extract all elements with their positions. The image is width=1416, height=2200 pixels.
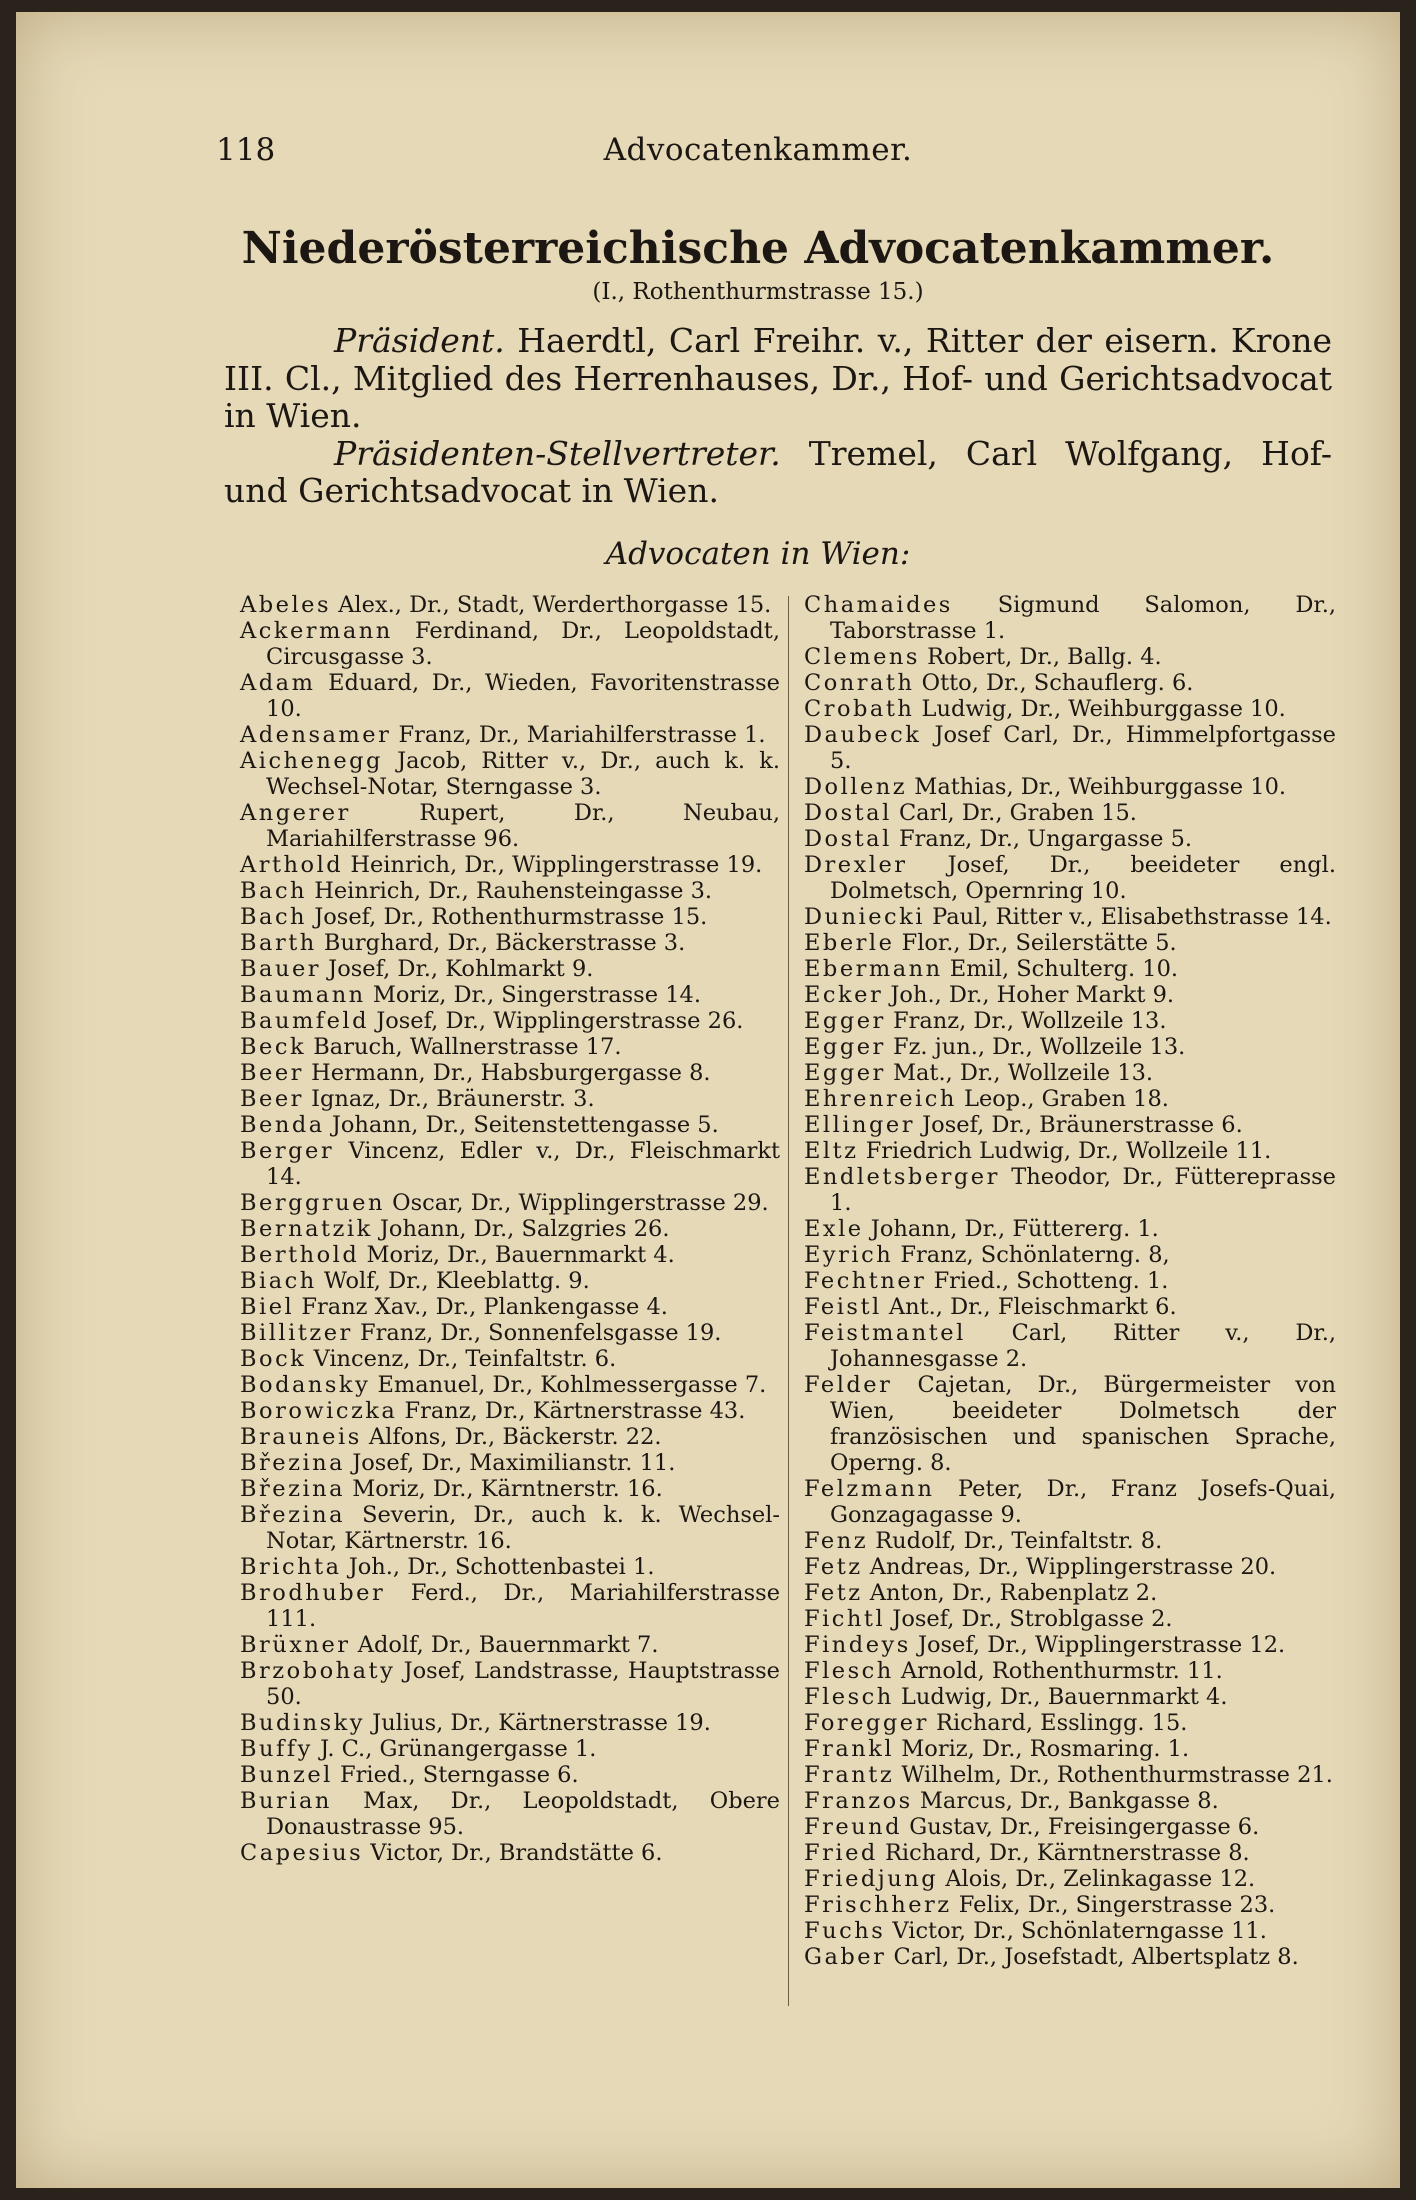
entry-surname: Aichenegg: [240, 748, 383, 774]
entry-details: Richard, Dr., Kärntnerstrasse 8.: [884, 1840, 1250, 1866]
entry-details: Arnold, Rothenthurmstr. 11.: [900, 1658, 1223, 1684]
entry-details: Max, Dr., Leopoldstadt, Obere Donaustrasse 95.: [266, 1788, 780, 1840]
directory-entry: [240, 722, 780, 748]
entry-details: Moriz, Dr., Kärntnerstr. 16.: [352, 1476, 663, 1502]
entry-details: Josef, Dr., Rothenthurmstrasse 15.: [314, 904, 708, 930]
directory-entry: [240, 1736, 780, 1762]
entry-details: Mat., Dr., Wollzeile 13.: [892, 1060, 1154, 1086]
entry-surname: Chamaides: [804, 592, 953, 618]
directory-entry: [804, 1086, 1336, 1112]
entry-details: Johann, Dr., Seitenstettengasse 5.: [331, 1112, 719, 1138]
directory-entry: [804, 1918, 1336, 1944]
entry-surname: Findeys: [804, 1632, 911, 1658]
entry-details: Alfons, Dr., Bäckerstr. 22.: [368, 1424, 662, 1450]
directory-entry: [804, 696, 1336, 722]
directory-entry: [804, 1034, 1336, 1060]
entry-details: Franz, Dr., Kärtnerstrasse 43.: [404, 1398, 746, 1424]
entry-details: Baruch, Wallnerstrasse 17.: [313, 1034, 622, 1060]
entry-surname: Dollenz: [804, 774, 908, 800]
entry-details: Franz, Schönlaterng. 8,: [900, 1242, 1170, 1268]
directory-entry: [804, 1866, 1336, 1892]
entry-details: Jacob, Ritter v., Dr., auch k. k. Wechsel-Notar, Sterngasse 3.: [266, 748, 780, 800]
entry-details: Franz, Dr., Wollzeile 13.: [892, 1008, 1167, 1034]
directory-entry: [240, 904, 780, 930]
entry-surname: Felder: [804, 1372, 893, 1398]
directory-entry: [804, 956, 1336, 982]
directory-entry: [240, 1632, 780, 1658]
entry-details: Wolf, Dr., Kleeblattg. 9.: [323, 1268, 590, 1294]
entry-surname: Bernatzik: [240, 1216, 373, 1242]
entry-surname: Brzobohaty: [240, 1658, 396, 1684]
entry-details: Friedrich Ludwig, Dr., Wollzeile 11.: [865, 1138, 1272, 1164]
entry-surname: Ecker: [804, 982, 884, 1008]
entry-surname: Fichtl: [804, 1606, 886, 1632]
entry-surname: Endletsberger: [804, 1164, 1000, 1190]
directory-entry: [240, 1112, 780, 1138]
entry-surname: Bach: [240, 878, 308, 904]
directory-entry: [804, 982, 1336, 1008]
directory-entry: [240, 1060, 780, 1086]
entry-details: Ferd., Dr., Mariahilferstrasse 111.: [266, 1580, 781, 1632]
directory-entry: [804, 1112, 1336, 1138]
directory-entry: [804, 1242, 1336, 1268]
entry-details: Johann, Dr., Salzgries 26.: [379, 1216, 670, 1242]
entry-surname: Burian: [240, 1788, 332, 1814]
entry-surname: Brauneis: [240, 1424, 362, 1450]
entry-surname: Abeles: [240, 592, 332, 618]
entry-surname: Březina: [240, 1450, 346, 1476]
entry-details: Carl, Ritter v., Dr., Johannesgasse 2.: [830, 1320, 1336, 1372]
entry-surname: Budinsky: [240, 1710, 366, 1736]
directory-entry: [804, 644, 1336, 670]
directory-entry: [804, 1892, 1336, 1918]
directory-entry: [240, 800, 780, 852]
entry-surname: Clemens: [804, 644, 920, 670]
running-head: Advocatenkammer.: [603, 132, 913, 168]
entry-details: Flor., Dr., Seilerstätte 5.: [901, 930, 1177, 956]
directory-entry: [240, 1294, 780, 1320]
directory-entry: [240, 618, 780, 670]
entry-details: Fz. jun., Dr., Wollzeile 13.: [892, 1034, 1186, 1060]
entry-surname: Brüxner: [240, 1632, 351, 1658]
directory-entry: [240, 878, 780, 904]
directory-entry: [804, 1944, 1336, 1970]
entry-details: Ludwig, Dr., Weihburggasse 10.: [921, 696, 1286, 722]
entry-details: Otto, Dr., Schauflerg. 6.: [921, 670, 1194, 696]
directory-entry: [240, 956, 780, 982]
entry-details: Hermann, Dr., Habsburgergasse 8.: [311, 1060, 711, 1086]
entry-details: Josef, Dr., Wipplingerstrasse 26.: [376, 1008, 744, 1034]
vice-president-text: Tremel, Carl Wolfgang, Hof- und Gerichtsadvocat in Wien.: [224, 433, 1332, 510]
entry-details: Moriz, Dr., Bauernmarkt 4.: [366, 1242, 675, 1268]
directory-entry: [240, 1086, 780, 1112]
entry-details: Josef, Dr., Kohlmarkt 9.: [328, 956, 594, 982]
entry-surname: Baumann: [240, 982, 366, 1008]
entry-details: Vincenz, Dr., Teinfaltstr. 6.: [313, 1346, 617, 1372]
entry-surname: Franzos: [804, 1788, 913, 1814]
entry-surname: Egger: [804, 1034, 886, 1060]
directory-entry: [804, 1320, 1336, 1372]
directory-entry: [804, 1008, 1336, 1034]
directory-entry: [240, 1216, 780, 1242]
entry-surname: Beer: [240, 1060, 304, 1086]
entry-details: Rudolf, Dr., Teinfaltstr. 8.: [875, 1528, 1163, 1554]
entry-surname: Berthold: [240, 1242, 360, 1268]
directory-entry: [240, 1346, 780, 1372]
entry-details: Heinrich, Dr., Rauhensteingasse 3.: [314, 878, 713, 904]
directory-entry: [804, 1814, 1336, 1840]
officers-block: [224, 322, 1332, 510]
entry-surname: Dostal: [804, 826, 892, 852]
directory-entry: [804, 1138, 1336, 1164]
directory-entry: [804, 1788, 1336, 1814]
directory-entry: [804, 1372, 1336, 1476]
directory-entry: [804, 1606, 1336, 1632]
directory-entry: [240, 1710, 780, 1736]
entry-surname: Brichta: [240, 1554, 342, 1580]
directory-entry: [240, 1372, 780, 1398]
entry-surname: Baumfeld: [240, 1008, 370, 1034]
entry-details: Josef Carl, Dr., Himmelpfortgasse 5.: [830, 722, 1336, 774]
directory-entry: [240, 1424, 780, 1450]
entry-surname: Freund: [804, 1814, 903, 1840]
directory-entry: [240, 1762, 780, 1788]
directory-entry: [240, 1034, 780, 1060]
directory-entry: [240, 1450, 780, 1476]
directory-entry: [804, 1658, 1336, 1684]
entry-details: Victor, Dr., Schönlaterngasse 11.: [892, 1918, 1267, 1944]
entry-details: Cajetan, Dr., Bürgermeister von Wien, beeideter Dolmetsch der französischen und spanischen Sprache, Operng. 8.: [830, 1372, 1336, 1476]
entry-surname: Frantz: [804, 1762, 895, 1788]
entry-surname: Gaber: [804, 1944, 887, 1970]
entry-surname: Crobath: [804, 696, 915, 722]
entry-surname: Berger: [240, 1138, 335, 1164]
entry-details: Emil, Schulterg. 10.: [949, 956, 1179, 982]
directory-entry: [804, 1268, 1336, 1294]
entry-surname: Benda: [240, 1112, 325, 1138]
entry-surname: Eberle: [804, 930, 895, 956]
entry-details: Felix, Dr., Singerstrasse 23.: [958, 1892, 1276, 1918]
entry-details: Sigmund Salomon, Dr., Taborstrasse 1.: [830, 592, 1336, 644]
entry-surname: Adam: [240, 670, 316, 696]
entry-details: Gustav, Dr., Freisingergasse 6.: [909, 1814, 1260, 1840]
entry-details: Franz, Dr., Sonnenfelsgasse 19.: [359, 1320, 722, 1346]
entry-details: J. C., Grünangergasse 1.: [320, 1736, 597, 1762]
entry-details: Richard, Esslingg. 15.: [936, 1710, 1188, 1736]
entry-details: Alex., Dr., Stadt, Werderthorgasse 15.: [338, 592, 772, 618]
directory-entry: [804, 592, 1336, 644]
directory-entry: [240, 1554, 780, 1580]
directory-entry: [804, 904, 1336, 930]
entry-surname: Fetz: [804, 1580, 863, 1606]
entry-surname: Buffy: [240, 1736, 313, 1762]
entry-surname: Conrath: [804, 670, 915, 696]
page-title: Niederösterreichische Advocatenkammer.: [241, 223, 1275, 274]
directory-entry: [240, 1502, 780, 1554]
book-page: [16, 12, 1400, 2188]
entry-surname: Friedjung: [804, 1866, 939, 1892]
entry-surname: Březina: [240, 1476, 346, 1502]
entry-details: Peter, Dr., Franz Josefs-Quai, Gonzagagasse 9.: [830, 1476, 1336, 1528]
entry-surname: Ehrenreich: [804, 1086, 957, 1112]
directory-entry: [240, 1242, 780, 1268]
directory-entry: [804, 1476, 1336, 1528]
entry-details: Robert, Dr., Ballg. 4.: [927, 644, 1162, 670]
entry-details: Franz, Dr., Ungargasse 5.: [898, 826, 1193, 852]
directory-entry: [240, 592, 780, 618]
directory-entry: [804, 670, 1336, 696]
entry-surname: Billitzer: [240, 1320, 353, 1346]
entry-surname: Daubeck: [804, 722, 922, 748]
entry-details: Vincenz, Edler v., Dr., Fleischmarkt 14.: [266, 1138, 780, 1190]
directory-entry: [240, 1138, 780, 1190]
entry-surname: Frischherz: [804, 1892, 952, 1918]
entry-surname: Ackermann: [240, 618, 393, 644]
entry-details: Victor, Dr., Brandstätte 6.: [370, 1840, 663, 1866]
entry-surname: Bach: [240, 904, 308, 930]
entry-details: Fried., Sterngasse 6.: [340, 1762, 579, 1788]
entry-surname: Beer: [240, 1086, 304, 1112]
directory-entry: [240, 930, 780, 956]
entry-details: Alois, Dr., Zelinkagasse 12.: [945, 1866, 1256, 1892]
directory-entry: [804, 774, 1336, 800]
entry-details: Ludwig, Dr., Bauernmarkt 4.: [900, 1684, 1228, 1710]
entry-surname: Flesch: [804, 1684, 894, 1710]
entry-surname: Bock: [240, 1346, 307, 1372]
directory-entry: [240, 1268, 780, 1294]
directory-entry: [804, 1762, 1336, 1788]
directory-right-column: [804, 592, 1336, 1970]
entry-details: Mathias, Dr., Weihburggasse 10.: [914, 774, 1287, 800]
entry-surname: Borowiczka: [240, 1398, 398, 1424]
entry-surname: Brodhuber: [240, 1580, 386, 1606]
directory-entry: [804, 1294, 1336, 1320]
entry-details: Joh., Dr., Schottenbastei 1.: [348, 1554, 655, 1580]
directory-entry: [240, 1008, 780, 1034]
directory-entry: [240, 1398, 780, 1424]
entry-surname: Bauer: [240, 956, 322, 982]
entry-surname: Adensamer: [240, 722, 392, 748]
entry-details: Josef, Dr., Wipplingerstrasse 12.: [917, 1632, 1286, 1658]
directory-left-column: [240, 592, 780, 1866]
directory-entry: [240, 982, 780, 1008]
president-entry: [224, 322, 1332, 435]
entry-surname: Capesius: [240, 1840, 364, 1866]
entry-details: Ferdinand, Dr., Leopoldstadt, Circusgasse 3.: [266, 618, 781, 670]
entry-surname: Dostal: [804, 800, 892, 826]
entry-details: Oscar, Dr., Wipplingerstrasse 29.: [392, 1190, 769, 1216]
entry-details: Emanuel, Dr., Kohlmessergasse 7.: [377, 1372, 767, 1398]
directory-entry: [804, 826, 1336, 852]
directory-entry: [804, 1216, 1336, 1242]
entry-surname: Fetz: [804, 1554, 863, 1580]
entry-details: Ant., Dr., Fleischmarkt 6.: [888, 1294, 1177, 1320]
entry-surname: Fenz: [804, 1528, 869, 1554]
vice-president-role: Präsidenten-Stellvertreter.: [334, 433, 781, 473]
entry-surname: Bodansky: [240, 1372, 371, 1398]
entry-details: Julius, Dr., Kärtnerstrasse 19.: [372, 1710, 711, 1736]
directory-entry: [804, 1164, 1336, 1216]
entry-surname: Duniecki: [804, 904, 925, 930]
entry-surname: Angerer: [240, 800, 351, 826]
directory-entry: [240, 670, 780, 722]
president-role: Präsident.: [334, 321, 505, 360]
directory-entry: [804, 930, 1336, 956]
directory-entry: [240, 852, 780, 878]
directory-entry: [804, 1710, 1336, 1736]
entry-details: Wilhelm, Dr., Rothenthurmstrasse 21.: [901, 1762, 1333, 1788]
entry-surname: Březina: [240, 1502, 346, 1528]
directory-entry: [240, 1476, 780, 1502]
directory-entry: [240, 1320, 780, 1346]
directory-entry: [240, 1788, 780, 1840]
entry-surname: Fechtner: [804, 1268, 927, 1294]
entry-details: Marcus, Dr., Bankgasse 8.: [919, 1788, 1219, 1814]
directory-entry: [804, 800, 1336, 826]
entry-details: Franz, Dr., Mariahilferstrasse 1.: [398, 722, 766, 748]
entry-surname: Fried: [804, 1840, 878, 1866]
entry-surname: Eltz: [804, 1138, 859, 1164]
address-subtitle: (I., Rothenthurmstrasse 15.): [592, 279, 924, 305]
directory-entry: [804, 1632, 1336, 1658]
directory-entry: [804, 722, 1336, 774]
directory-entry: [804, 1736, 1336, 1762]
entry-details: Josef, Landstrasse, Hauptstrasse 50.: [266, 1658, 780, 1710]
entry-surname: Biach: [240, 1268, 317, 1294]
vice-president-entry: [224, 435, 1332, 510]
entry-surname: Felzmann: [804, 1476, 935, 1502]
entry-surname: Ebermann: [804, 956, 943, 982]
entry-details: Adolf, Dr., Bauernmarkt 7.: [357, 1632, 659, 1658]
entry-details: Franz Xav., Dr., Plankengasse 4.: [301, 1294, 668, 1320]
entry-surname: Fuchs: [804, 1918, 886, 1944]
entry-surname: Flesch: [804, 1658, 894, 1684]
entry-details: Ignaz, Dr., Bräunerstr. 3.: [311, 1086, 595, 1112]
entry-surname: Exle: [804, 1216, 864, 1242]
entry-surname: Berggruen: [240, 1190, 385, 1216]
entry-details: Andreas, Dr., Wipplingerstrasse 20.: [869, 1554, 1277, 1580]
entry-details: Josef, Dr., Stroblgasse 2.: [892, 1606, 1173, 1632]
directory-entry: [240, 1840, 780, 1866]
directory-entry: [240, 1580, 780, 1632]
directory-entry: [240, 1658, 780, 1710]
entry-details: Josef, Dr., Maximilianstr. 11.: [352, 1450, 676, 1476]
directory-entry: [804, 1580, 1336, 1606]
entry-details: Carl, Dr., Graben 15.: [898, 800, 1137, 826]
section-heading: Advocaten in Wien:: [605, 536, 911, 572]
entry-surname: Beck: [240, 1034, 307, 1060]
president-text: Haerdtl, Carl Freihr. v., Ritter der eisern. Krone III. Cl., Mitglied des Herrenhauses, Dr., Hof- und Gerichtsadvocat in Wien.: [224, 321, 1332, 435]
directory-entry: [804, 1528, 1336, 1554]
directory-entry: [240, 1190, 780, 1216]
page-number: 118: [216, 132, 276, 168]
directory-entry: [804, 1060, 1336, 1086]
entry-surname: Ellinger: [804, 1112, 915, 1138]
entry-details: Leop., Graben 18.: [964, 1086, 1169, 1112]
column-divider: [788, 596, 789, 2006]
directory-entry: [804, 852, 1336, 904]
directory-entry: [804, 1554, 1336, 1580]
entry-details: Joh., Dr., Hoher Markt 9.: [890, 982, 1175, 1008]
entry-surname: Arthold: [240, 852, 344, 878]
entry-surname: Foregger: [804, 1710, 929, 1736]
entry-details: Moriz, Dr., Rosmaring. 1.: [901, 1736, 1190, 1762]
entry-details: Burghard, Dr., Bäckerstrasse 3.: [323, 930, 686, 956]
entry-details: Severin, Dr., auch k. k. Wechsel-Notar, Kärtnerstr. 16.: [266, 1502, 781, 1554]
entry-surname: Feistmantel: [804, 1320, 966, 1346]
directory-entry: [804, 1840, 1336, 1866]
entry-surname: Eyrich: [804, 1242, 894, 1268]
entry-surname: Biel: [240, 1294, 295, 1320]
entry-surname: Frankl: [804, 1736, 895, 1762]
entry-details: Fried., Schotteng. 1.: [933, 1268, 1169, 1294]
entry-details: Eduard, Dr., Wieden, Favoritenstrasse 10.: [266, 670, 780, 722]
entry-surname: Egger: [804, 1008, 886, 1034]
entry-details: Anton, Dr., Rabenplatz 2.: [869, 1580, 1158, 1606]
entry-details: Carl, Dr., Josefstadt, Albertsplatz 8.: [893, 1944, 1299, 1970]
entry-surname: Barth: [240, 930, 317, 956]
entry-surname: Drexler: [804, 852, 908, 878]
entry-details: Moriz, Dr., Singerstrasse 14.: [372, 982, 701, 1008]
entry-details: Josef, Dr., Bräunerstrasse 6.: [922, 1112, 1243, 1138]
directory-entry: [240, 748, 780, 800]
directory-entry: [804, 1684, 1336, 1710]
entry-details: Rupert, Dr., Neubau, Mariahilferstrasse 96.: [266, 800, 780, 852]
entry-details: Theodor, Dr., Füttereргasse 1.: [830, 1164, 1336, 1216]
entry-surname: Bunzel: [240, 1762, 333, 1788]
entry-details: Johann, Dr., Füttererg. 1.: [870, 1216, 1159, 1242]
entry-details: Josef, Dr., beeideter engl. Dolmetsch, Opernring 10.: [830, 852, 1336, 904]
entry-surname: Feistl: [804, 1294, 882, 1320]
entry-surname: Egger: [804, 1060, 886, 1086]
entry-details: Heinrich, Dr., Wipplingerstrasse 19.: [350, 852, 763, 878]
entry-details: Paul, Ritter v., Elisabethstrasse 14.: [932, 904, 1332, 930]
